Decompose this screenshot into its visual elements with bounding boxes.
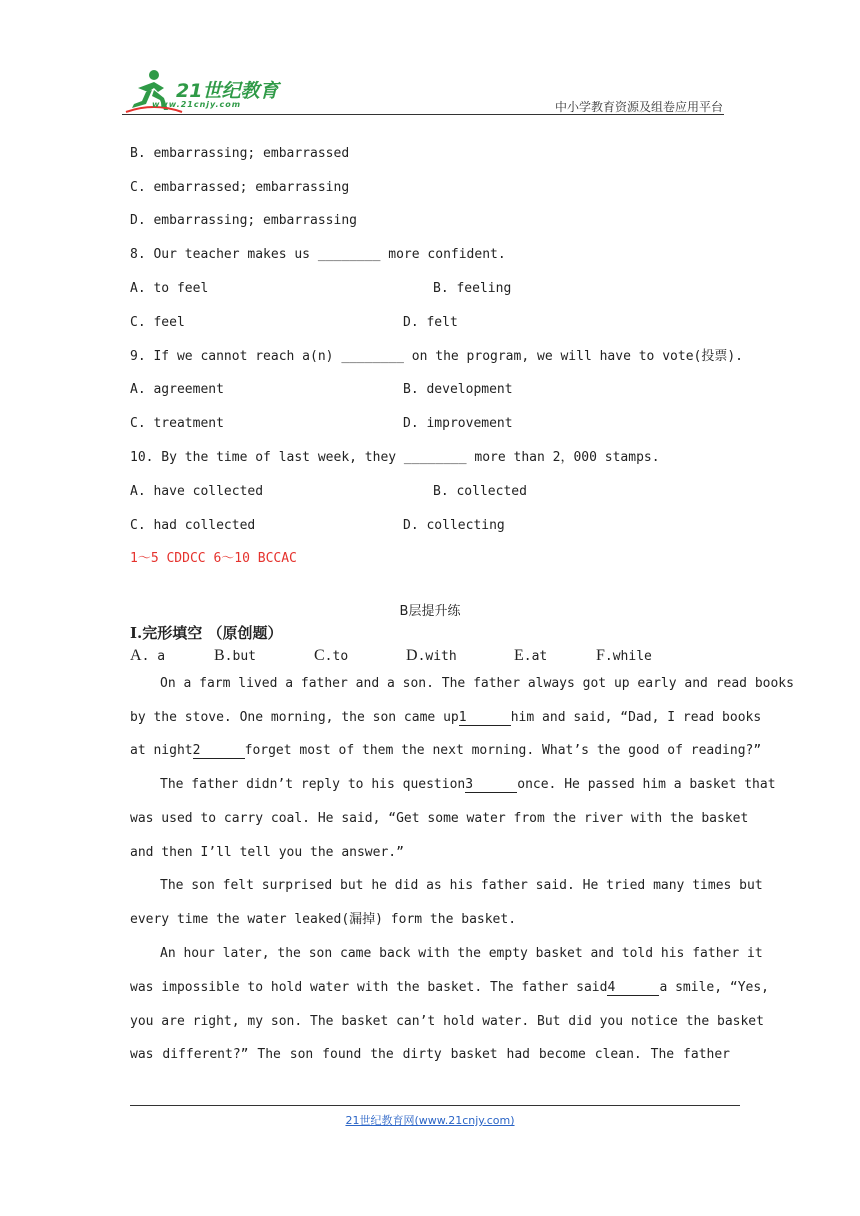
q9-option-c: C. treatment: [130, 416, 224, 431]
answer-key: 1～5 CDDCC 6～10 BCCAC: [130, 551, 297, 566]
section-heading: I.完形填空 （原创题）: [130, 624, 283, 642]
choice-option-f: F.while: [596, 647, 652, 664]
choice-option-e: E.at: [514, 647, 548, 664]
page-header: [0, 0, 860, 120]
blank-4[interactable]: 4: [607, 980, 659, 996]
passage-line: and then I’ll tell you the answer.”: [130, 845, 404, 860]
q10-option-a: A. have collected: [130, 484, 264, 499]
passage-line: was impossible to hold water with the basket. The father said4 a smile, “Yes,: [130, 980, 770, 995]
blank-2[interactable]: 2: [193, 743, 245, 759]
blank-1[interactable]: 1: [459, 710, 511, 726]
passage-line: The son felt surprised but he did as his father said. He tried many times but: [160, 878, 763, 893]
q9-option-b: B. development: [403, 382, 513, 397]
q8-option-d: D. felt: [403, 315, 458, 330]
choice-option-d: D.with: [406, 647, 457, 664]
choice-option-c: C.to: [314, 647, 349, 664]
q8-option-b: B. feeling: [433, 281, 512, 296]
header-tagline: 中小学教育资源及组卷应用平台: [554, 100, 723, 114]
choice-option-a: A. a: [130, 647, 166, 664]
question-10: 10. By the time of last week, they ________ more than 2，000 stamps.: [130, 450, 660, 465]
passage-line: at night2 forget most of them the next morning. What’s the good of reading?”: [130, 743, 762, 758]
passage-line: On a farm lived a father and a son. The father always got up early and read books: [160, 676, 794, 691]
q7-option-d: D. embarrassing; embarrassing: [130, 213, 357, 228]
section-title: B层提升练: [399, 604, 461, 619]
passage-line: was different?” The son found the dirty basket had become clean. The father: [130, 1047, 730, 1062]
q10-option-b: B. collected: [433, 484, 527, 499]
q10-option-c: C. had collected: [130, 518, 256, 533]
q8-option-c: C. feel: [130, 315, 185, 330]
q7-option-c: C. embarrassed; embarrassing: [130, 180, 350, 195]
passage-line: was used to carry coal. He said, “Get some water from the river with the basket: [130, 811, 749, 826]
footer-link[interactable]: 21世纪教育网(www.21cnjy.com): [345, 1114, 515, 1127]
q7-option-b: B. embarrassing; embarrassed: [130, 146, 350, 161]
q8-option-a: A. to feel: [130, 281, 209, 296]
q9-option-a: A. agreement: [130, 382, 224, 397]
q10-option-d: D. collecting: [403, 518, 505, 533]
blank-3[interactable]: 3: [465, 777, 517, 793]
logo: [124, 68, 294, 114]
passage-line: An hour later, the son came back with the empty basket and told his father it: [160, 946, 763, 961]
question-8: 8. Our teacher makes us ________ more confident.: [130, 247, 506, 262]
choice-option-b: B.but: [214, 647, 256, 664]
passage-line: every time the water leaked(漏掉) form the basket.: [130, 912, 517, 927]
header-divider: [122, 114, 724, 115]
question-9: 9. If we cannot reach a(n) ________ on the program, we will have to vote(投票).: [130, 349, 743, 364]
q9-option-d: D. improvement: [403, 416, 513, 431]
passage-line: you are right, my son. The basket can’t hold water. But did you notice the basket: [130, 1014, 764, 1029]
logo-url-text: www.21cnjy.com: [152, 100, 242, 109]
passage-line: by the stove. One morning, the son came up1 him and said, “Dad, I read books: [130, 710, 762, 725]
footer-divider: [130, 1105, 740, 1106]
logo-text: 21世纪教育: [176, 80, 279, 102]
passage-line: The father didn’t reply to his question3 once. He passed him a basket that: [160, 777, 776, 792]
